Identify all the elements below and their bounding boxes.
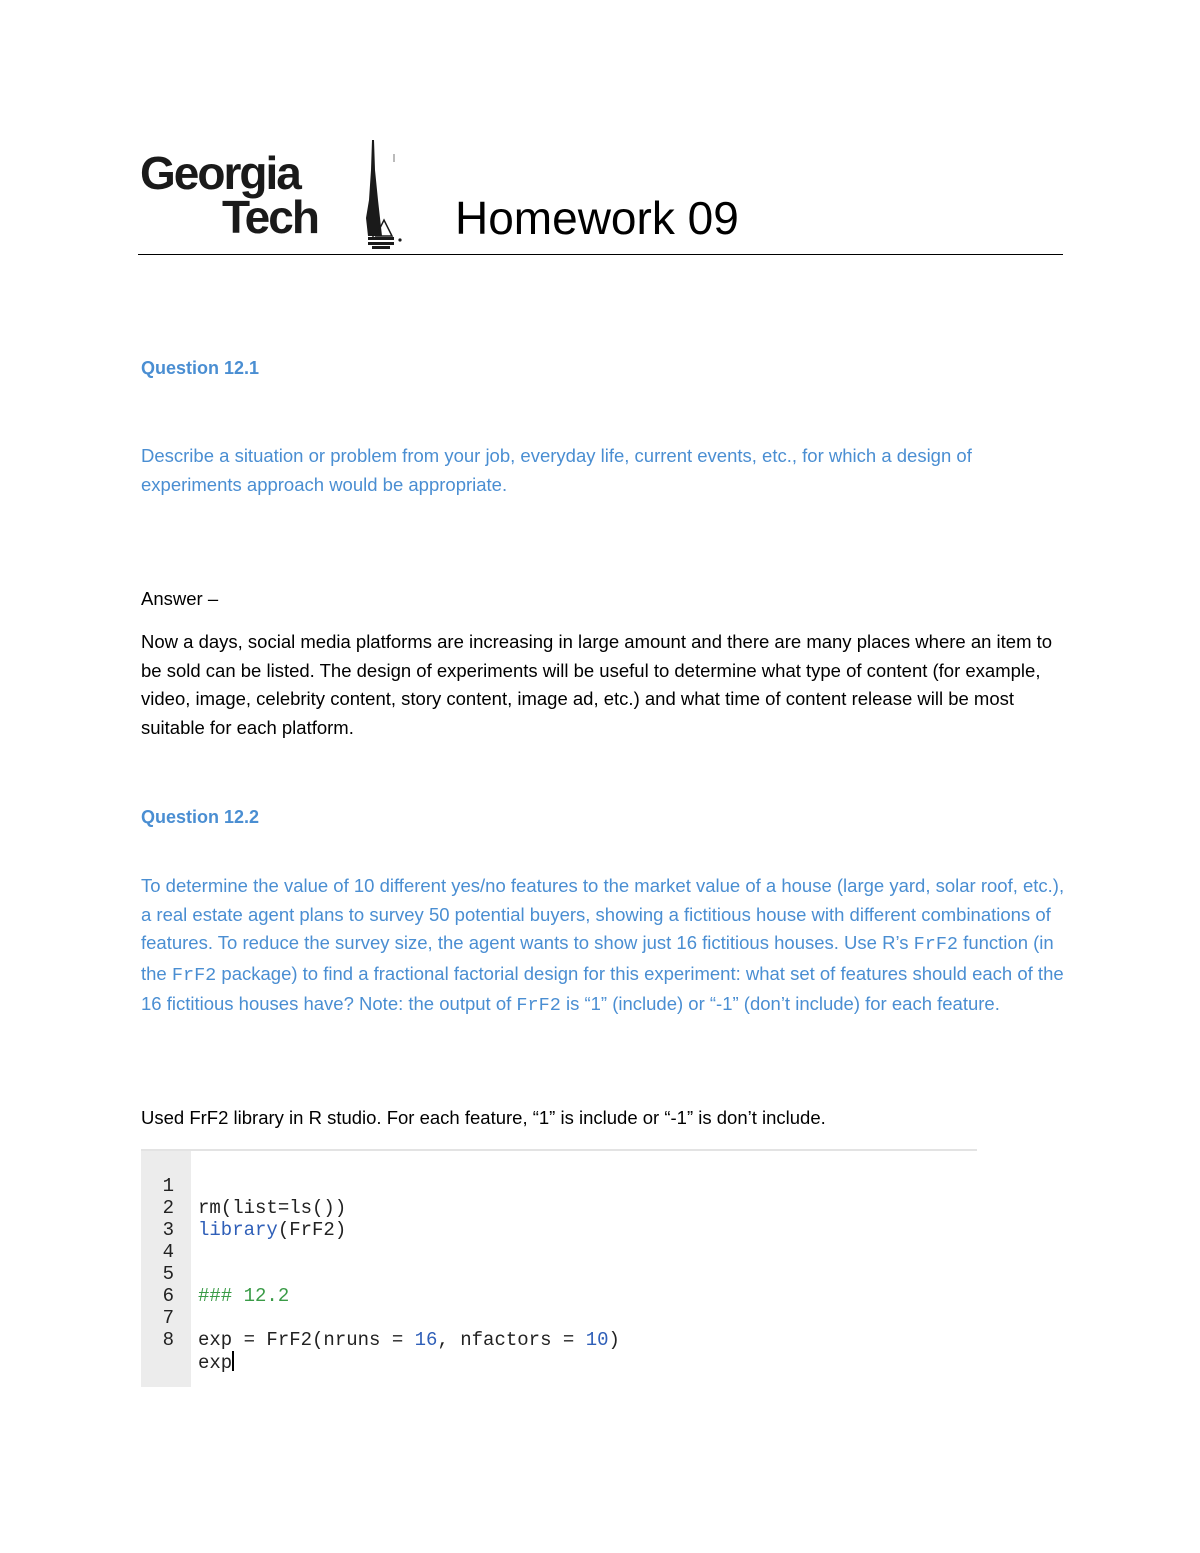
code-comment: ### 12.2 <box>198 1285 290 1307</box>
line-number: 5 <box>162 1263 174 1285</box>
line-number: 6 <box>162 1285 174 1307</box>
line-number: 7 <box>162 1307 174 1329</box>
question-12-2-prompt: To determine the value of 10 different yes/no features to the market value of a house (large yard, solar roof, etc.), a real estate agent plans to survey 50 potential buyers, showing a fictitious house with different combinations of features. To reduce the survey size, the agent wants to show just 16 fictitious houses. Use R’s FrF2 function (in the FrF2 package) to find a fractional factorial design for this experiment: what set of features should each of the 16 fictitious houses have? Note: the output of FrF2 is “1” (include) or “-1” (don’t include) for each feature. <box>141 875 1065 1016</box>
tech-tower-icon <box>366 140 406 250</box>
code-line <box>141 1153 347 1219</box>
line-number: 1 <box>162 1175 174 1197</box>
logo-line-1: Georgia <box>140 147 300 199</box>
georgia-tech-logo <box>140 140 410 252</box>
code-line <box>141 1263 187 1307</box>
question-12-1-prompt: Describe a situation or problem from your job, everyday life, current events, etc., for which a design of experiments approach would be appropriate. <box>141 445 972 495</box>
header-divider <box>138 254 1063 255</box>
code-editor <box>141 1149 977 1387</box>
question-12-2-heading: Question 12.2 <box>141 807 260 827</box>
question-12-1-heading: Question 12.1 <box>141 358 260 378</box>
function-name: FrF2 <box>516 995 561 1016</box>
question-12-1-answer: Now a days, social media platforms are increasing in large amount and there are many places where an item to be sold can be listed. The design of experiments will be useful to determine what type of content (for example, video, image, celebrity content, story content, image ad, etc.) and what time of content release will be most suitable for each platform. <box>141 631 1053 738</box>
text-cursor <box>232 1351 234 1371</box>
code-text: library(FrF2) <box>198 1219 347 1241</box>
line-number: 3 <box>162 1219 174 1241</box>
code-text: rm(list=ls()) <box>198 1197 347 1219</box>
line-number: 8 <box>162 1329 174 1351</box>
line-number: 2 <box>162 1197 174 1219</box>
answer-label: Answer – <box>141 588 219 609</box>
line-number: 4 <box>162 1241 174 1263</box>
function-name: FrF2 <box>913 934 959 955</box>
page-title: Homework 09 <box>455 192 739 244</box>
package-name: FrF2 <box>171 964 217 986</box>
code-line <box>141 1197 187 1241</box>
logo-line-2: Tech <box>222 191 318 243</box>
code-line <box>141 1307 233 1374</box>
code-text: exp <box>198 1352 233 1374</box>
question-12-2-answer: Used FrF2 library in R studio. For each feature, “1” is include or “-1” is don’t include. <box>141 1107 826 1128</box>
code-line <box>141 1219 187 1263</box>
code-line <box>141 1241 290 1307</box>
code-text: exp = FrF2(nruns = 16, nfactors = 10) <box>198 1329 620 1351</box>
